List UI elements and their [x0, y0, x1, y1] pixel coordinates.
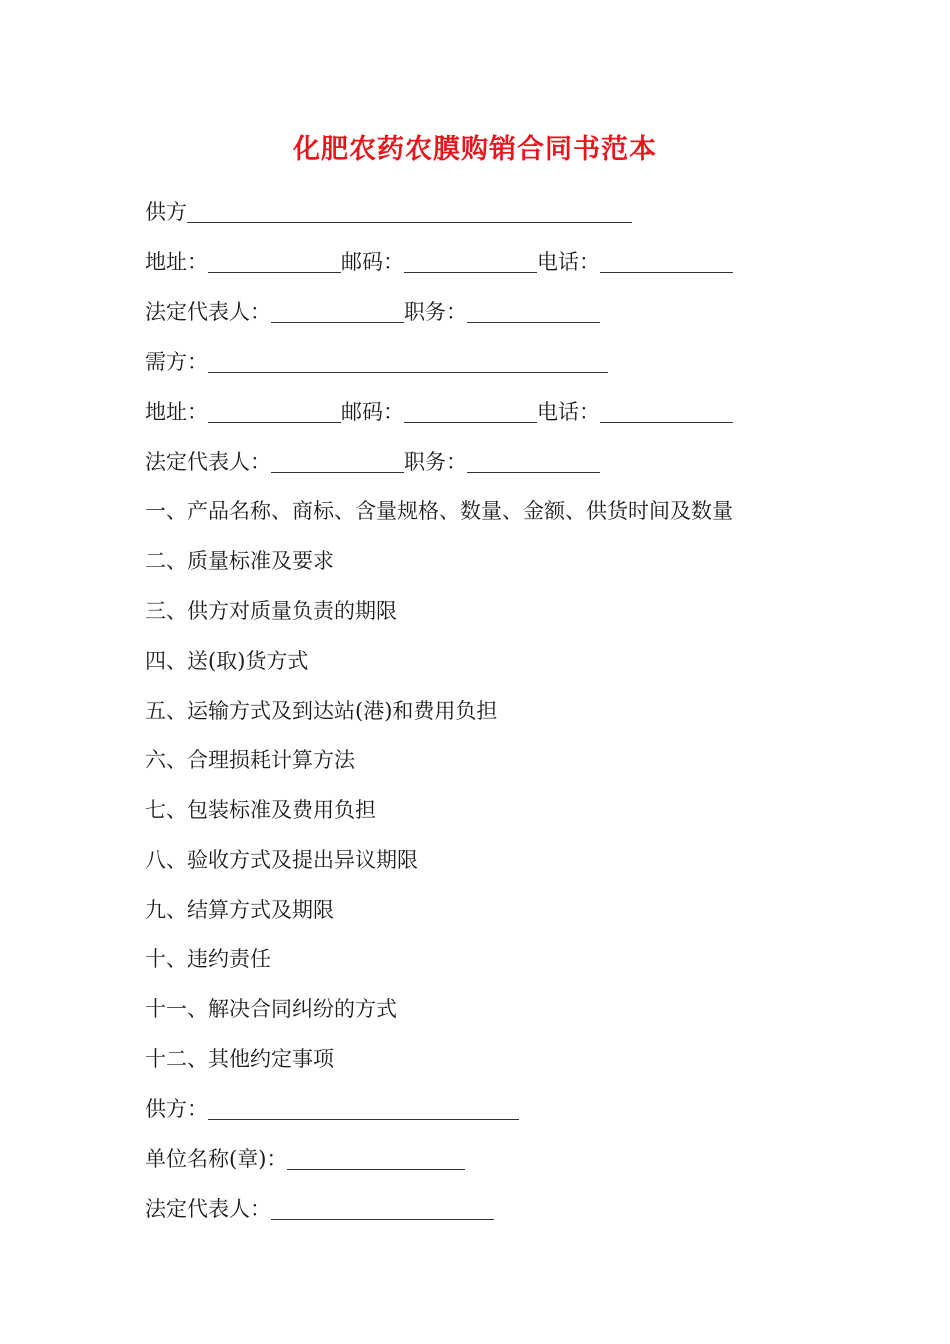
- supplier-rep-line: [145, 297, 600, 327]
- supplier-phone-blank[interactable]: [600, 250, 733, 273]
- buyer-position-blank[interactable]: [467, 450, 600, 473]
- supplier-contact-line: [145, 247, 733, 277]
- supplier-phone-label: 电话：: [537, 250, 600, 274]
- buyer-postcode-label: 邮码：: [341, 400, 404, 424]
- clause-7: 七、包装标准及费用负担: [145, 798, 376, 822]
- supplier-label: 供方: [145, 200, 187, 224]
- signature-legal-rep-blank[interactable]: [271, 1197, 494, 1220]
- supplier-postcode-label: 邮码：: [341, 250, 404, 274]
- supplier-name-blank[interactable]: [187, 200, 632, 223]
- signature-supplier-blank[interactable]: [208, 1097, 519, 1120]
- clause-11: 十一、解决合同纠纷的方式: [145, 997, 397, 1021]
- supplier-legal-rep-label: 法定代表人：: [145, 300, 271, 324]
- buyer-legal-rep-blank[interactable]: [271, 450, 404, 473]
- buyer-label: 需方：: [145, 350, 208, 374]
- supplier-postcode-blank[interactable]: [404, 250, 537, 273]
- clause-8: 八、验收方式及提出异议期限: [145, 848, 418, 872]
- clause-10: 十、违约责任: [145, 947, 271, 971]
- buyer-position-label: 职务：: [404, 450, 467, 474]
- buyer-phone-label: 电话：: [537, 400, 600, 424]
- clause-3: 三、供方对质量负责的期限: [145, 599, 397, 623]
- clause-4: 四、送(取)货方式: [145, 649, 309, 673]
- buyer-line: [145, 347, 608, 377]
- supplier-line: [145, 197, 632, 227]
- document-title: 化肥农药农膜购销合同书范本: [293, 134, 657, 165]
- supplier-position-blank[interactable]: [467, 300, 600, 323]
- buyer-postcode-blank[interactable]: [404, 400, 537, 423]
- clause-12: 十二、其他约定事项: [145, 1047, 334, 1071]
- signature-legal-rep-label: 法定代表人：: [145, 1197, 271, 1221]
- buyer-legal-rep-label: 法定代表人：: [145, 450, 271, 474]
- clause-6: 六、合理损耗计算方法: [145, 748, 355, 772]
- buyer-contact-line: [145, 397, 733, 427]
- buyer-address-label: 地址：: [145, 400, 208, 424]
- signature-rep-line: [145, 1194, 494, 1224]
- signature-supplier-line: [145, 1094, 519, 1124]
- buyer-rep-line: [145, 447, 600, 477]
- signature-unit-name-label: 单位名称(章)：: [145, 1147, 288, 1171]
- buyer-phone-blank[interactable]: [600, 400, 733, 423]
- clause-1: 一、产品名称、商标、含量规格、数量、金额、供货时间及数量: [145, 499, 733, 523]
- supplier-position-label: 职务：: [404, 300, 467, 324]
- clause-2: 二、质量标准及要求: [145, 549, 334, 573]
- supplier-address-label: 地址：: [145, 250, 208, 274]
- supplier-legal-rep-blank[interactable]: [271, 300, 404, 323]
- signature-unit-name-blank[interactable]: [287, 1147, 465, 1170]
- buyer-name-blank[interactable]: [208, 350, 608, 373]
- signature-unit-line: [145, 1144, 465, 1174]
- buyer-address-blank[interactable]: [208, 400, 341, 423]
- signature-supplier-label: 供方：: [145, 1097, 208, 1121]
- supplier-address-blank[interactable]: [208, 250, 341, 273]
- clause-9: 九、结算方式及期限: [145, 898, 334, 922]
- clause-5: 五、运输方式及到达站(港)和费用负担: [145, 699, 498, 723]
